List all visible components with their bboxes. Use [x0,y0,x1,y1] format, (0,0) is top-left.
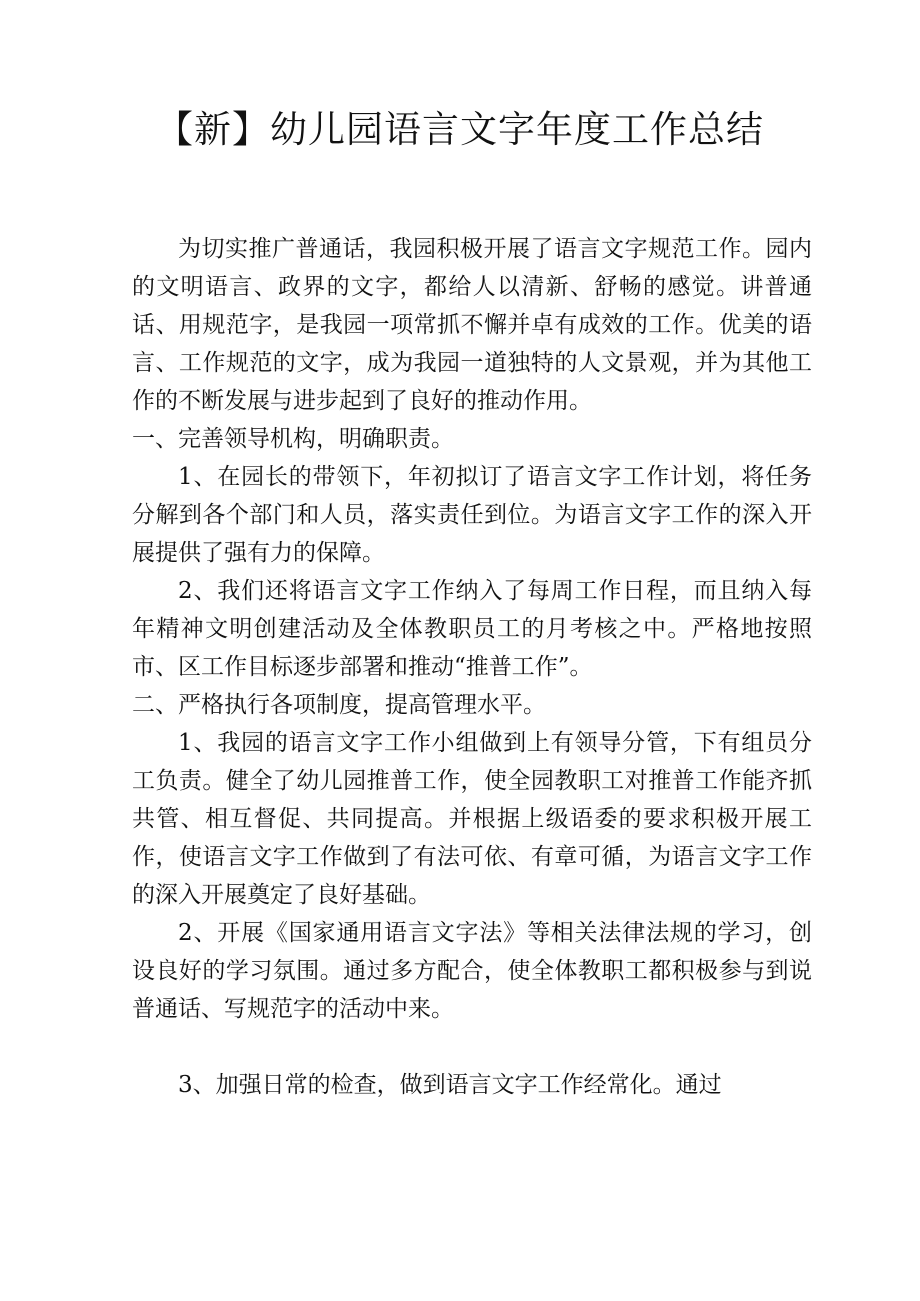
intro-paragraph: 为切实推广普通话，我园积极开展了语言文字规范工作。园内的文明语言、政界的文字，都给人以清新、舒畅的感觉。讲普通话、用规范字，是我园一项常抓不懈并卓有成效的工作。优美的语言、工作规范的文字，成为我园一道独特的人文景观，并为其他工作的不断发展与进步起到了良好的推动作用。 [132,236,812,414]
document-title: 【新】幼儿园语言文字年度工作总结 [156,108,764,151]
section-heading-1: 一、完善领导机构，明确职责。 [132,426,454,452]
section-2-item-1: 1、我园的语言文字工作小组做到上有领导分管，下有组员分工负责。健全了幼儿园推普工作，使全园教职工对推普工作能齐抓共管、相互督促、共同提高。并根据上级语委的要求积极开展工作，使语言文字工作做到了有法可依、有章可循，为语言文字工作的深入开展奠定了良好基础。 [132,730,812,908]
document-body [132,230,812,1104]
section-1-item-1: 1、在园长的带领下，年初拟订了语言文字工作计划，将任务分解到各个部门和人员，落实责任到位。为语言文字工作的深入开展提供了强有力的保障。 [132,464,812,566]
section-2-item-3: 3、加强日常的检查，做到语言文字工作经常化。通过 [178,1072,722,1098]
paragraph-gap [132,1028,812,1066]
section-heading-2: 二、严格执行各项制度，提高管理水平。 [132,692,546,718]
section-1-item-2: 2、我们还将语言文字工作纳入了每周工作日程，而且纳入每年精神文明创建活动及全体教职员工的月考核之中。严格地按照市、区工作目标逐步部署和推动“推普工作”。 [132,578,812,680]
section-2-item-2: 2、开展《国家通用语言文字法》等相关法律法规的学习，创设良好的学习氛围。通过多方配合，使全体教职工都积极参与到说普通话、写规范字的活动中来。 [132,920,812,1022]
